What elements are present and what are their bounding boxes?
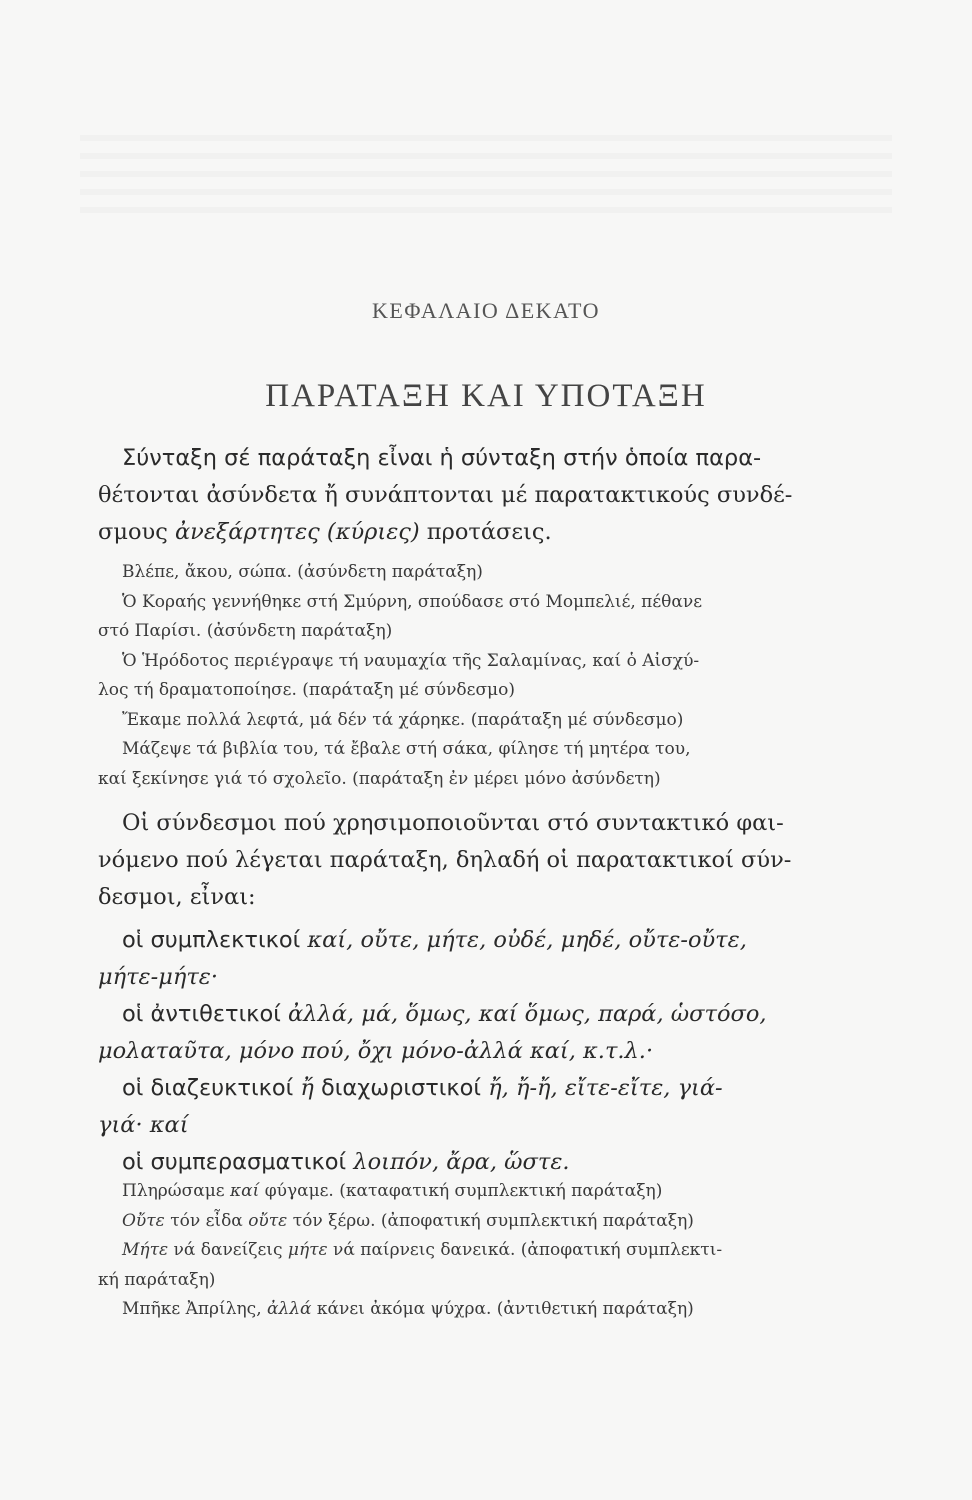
definition-line: θέτονται ἀσύνδετα ἤ συνάπτονται μέ παρατακτικούς συνδέ- xyxy=(98,482,793,508)
example-line: Μπῆκε Ἀπρίλης, ἀλλά κάνει ἀκόμα ψύχρα. (ἀντιθετική παράταξη) xyxy=(122,1299,694,1319)
conjunctions-intro xyxy=(98,805,808,916)
example-line: Ἔκαμε πολλά λεφτά, μά δέν τά χάρηκε. (παράταξη μέ σύνδεσμο) xyxy=(122,709,684,730)
intro-line: Οἱ σύνδεσμοι πού χρησιμοποιοῦνται στό συντακτικό φαι- xyxy=(122,810,784,836)
example-line: λος τή δραματοποίησε. (παράταξη μέ σύνδεσμο) xyxy=(98,680,515,700)
copulative-line xyxy=(98,922,808,959)
adversative-words: ἀλλά, μά, ὅμως, καί ὅμως, παρά, ὡστόσο, xyxy=(287,1001,767,1027)
example-line: Ὁ Ἡρόδοτος περιέγραψε τή ναυμαχία τῆς Σαλαμίνας, καί ὁ Αἰσχύ- xyxy=(122,650,700,671)
conjunctions-list xyxy=(98,922,808,1181)
adversative-words-cont: μολαταῦτα, μόνο πού, ὄχι μόνο-ἀλλά καί, κ.τ.λ.· xyxy=(98,1038,654,1064)
example-line: Πληρώσαμε καί φύγαμε. (καταφατική συμπλεκτική παράταξη) xyxy=(122,1181,663,1201)
adversative-line xyxy=(98,996,808,1033)
conclusive-label: οἱ συμπερασματικοί xyxy=(122,1149,347,1175)
example-line: κή παράταξη) xyxy=(98,1269,216,1290)
example-line: καί ξεκίνησε γιά τό σχολεῖο. (παράταξη ἐν μέρει μόνο ἀσύνδετη) xyxy=(98,768,661,789)
bleed-through-shadow xyxy=(80,135,892,215)
adversative-label: οἱ ἀντιθετικοί xyxy=(122,1001,281,1027)
example-line: στό Παρίσι. (ἀσύνδετη παράταξη) xyxy=(98,621,393,641)
examples-conjunctions xyxy=(98,1177,808,1325)
example-line: Ὁ Κοραής γεννήθηκε στή Σμύρνη, σπούδασε στό Μομπελιέ, πέθανε xyxy=(122,591,703,612)
definition-line xyxy=(98,440,808,477)
intro-line: νόμενο πού λέγεται παράταξη, δηλαδή οἱ παρατακτικοί σύν- xyxy=(98,847,792,873)
disjunctive-words-cont: γιά· καί xyxy=(98,1112,189,1138)
definition-emphasis: ἀνεξάρτητες (κύριες) xyxy=(174,519,420,545)
definition-lead: Σύνταξη σέ παράταξη εἶναι ἡ σύνταξη στήν ὁποία παρα- xyxy=(122,445,762,471)
example-line: Βλέπε, ἄκου, σώπα. (ἀσύνδετη παράταξη) xyxy=(122,562,483,582)
definition-paragraph xyxy=(98,440,808,551)
examples-asyndeton xyxy=(98,558,808,794)
disjunctive-label: οἱ διαζευκτικοί xyxy=(122,1075,294,1101)
chapter-heading: ΚΕΦΑΛΑΙΟ ΔΕΚΑΤΟ xyxy=(372,298,600,323)
example-line: Μήτε νά δανείζεις μήτε νά παίρνεις δανεικά. (ἀποφατική συμπλεκτι- xyxy=(122,1240,723,1260)
copulative-words: καί, οὔτε, μήτε, οὐδέ, μηδέ, οὔτε-οὔτε, xyxy=(307,927,747,953)
conclusive-line xyxy=(98,1144,808,1181)
disjunctive-line: οἱ διαζευκτικοί ἤ διαχωριστικοί ἤ, ἤ-ἤ, εἴτε-εἴτε, γιά- xyxy=(122,1075,723,1101)
copulative-words-cont: μήτε-μήτε· xyxy=(98,964,219,990)
disjunctive-words: ἤ, ἤ-ἤ, εἴτε-εἴτε, γιά- xyxy=(488,1075,723,1101)
conclusive-words: λοιπόν, ἄρα, ὥστε. xyxy=(353,1149,570,1175)
intro-line: δεσμοι, εἶναι: xyxy=(98,884,256,910)
section-title: ΠΑΡΑΤΑΞΗ ΚΑΙ ΥΠΟΤΑΞΗ xyxy=(265,378,707,414)
definition-line: σμους ἀνεξάρτητες (κύριες) προτάσεις. xyxy=(98,519,552,545)
example-line: Οὔτε τόν εἶδα οὔτε τόν ξέρω. (ἀποφατική συμπλεκτική παράταξη) xyxy=(122,1210,694,1231)
disjunctive-or: ἤ xyxy=(300,1075,314,1101)
example-line: Μάζεψε τά βιβλία του, τά ἔβαλε στή σάκα, φίλησε τή μητέρα του, xyxy=(122,739,691,759)
copulative-label: οἱ συμπλεκτικοί xyxy=(122,927,301,953)
